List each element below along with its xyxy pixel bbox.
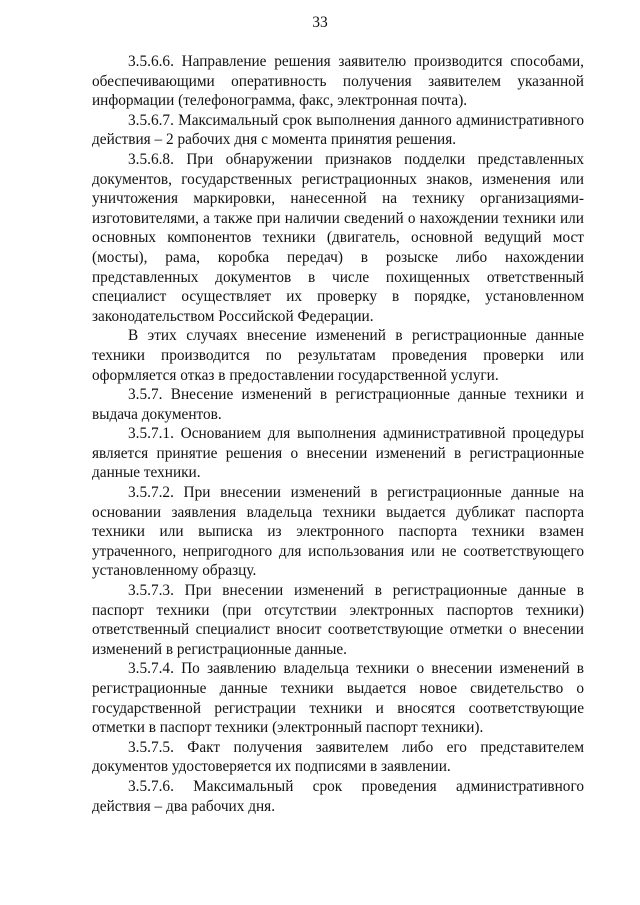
paragraph-3-5-7-6: 3.5.7.6. Максимальный срок проведения административного действия – два рабочих дня.	[92, 777, 584, 815]
paragraph-3-5-7-5: 3.5.7.5. Факт получения заявителем либо его представителем документов удостоверяется их подписями в заявлении.	[92, 738, 584, 776]
paragraph-verification-note: В этих случаях внесение изменений в регистрационные данные техники производится по результатам проведения проверки или оформляется отказ в предоставлении государственной услуги.	[92, 327, 584, 384]
paragraph-3-5-6-8: 3.5.6.8. При обнаружении признаков подделки представленных документов, государственных регистрационных знаков, изменения или уничтожения маркировки, нанесенной на технику организациями-изготовителями, а также при наличии сведений о нахождении техники или основных компонентов техники (двигатель, основной ведущий мост (мосты), рама, коробка передач) в розыске либо нахождении представленных документов в числе похищенных ответственный специалист осуществляет их проверку в порядке, установленном законодательством Российской Федерации.	[92, 150, 584, 325]
paragraph-3-5-7-3: 3.5.7.3. При внесении изменений в регистрационные данные в паспорт техники (при отсутствии электронных паспортов техники) ответственный специалист вносит соответствующие отметки о внесении изменений в регистрационные данные.	[92, 582, 584, 658]
paragraph-3-5-6-6: 3.5.6.6. Направление решения заявителю производится способами, обеспечивающими оперативность получения заявителем указанной информации (телефонограмма, факс, электронная почта).	[92, 53, 584, 110]
paragraph-3-5-7-4: 3.5.7.4. По заявлению владельца техники о внесении изменений в регистрационные данные техники выдается новое свидетельство о государственной регистрации техники и вносятся соответствующие отметки в паспорт техники (электронный паспорт техники).	[92, 660, 584, 737]
document-body	[92, 52, 584, 816]
page-number: 33	[312, 14, 328, 31]
paragraph-3-5-7: 3.5.7. Внесение изменений в регистрационные данные техники и выдача документов.	[92, 386, 584, 423]
paragraph-3-5-6-7: 3.5.6.7. Максимальный срок выполнения данного административного действия – 2 рабочих дня с момента принятия решения.	[92, 111, 584, 149]
paragraph-3-5-7-1: 3.5.7.1. Основанием для выполнения административной процедуры является принятие решения о внесении изменений в регистрационные данные техники.	[92, 425, 584, 482]
paragraph-3-5-7-2: 3.5.7.2. При внесении изменений в регистрационные данные на основании заявления владельца техники выдается дубликат паспорта техники или выписка из электронного паспорта техники взамен утраченного, непригодного для использования или не соответствующего установленному образцу.	[92, 484, 584, 580]
